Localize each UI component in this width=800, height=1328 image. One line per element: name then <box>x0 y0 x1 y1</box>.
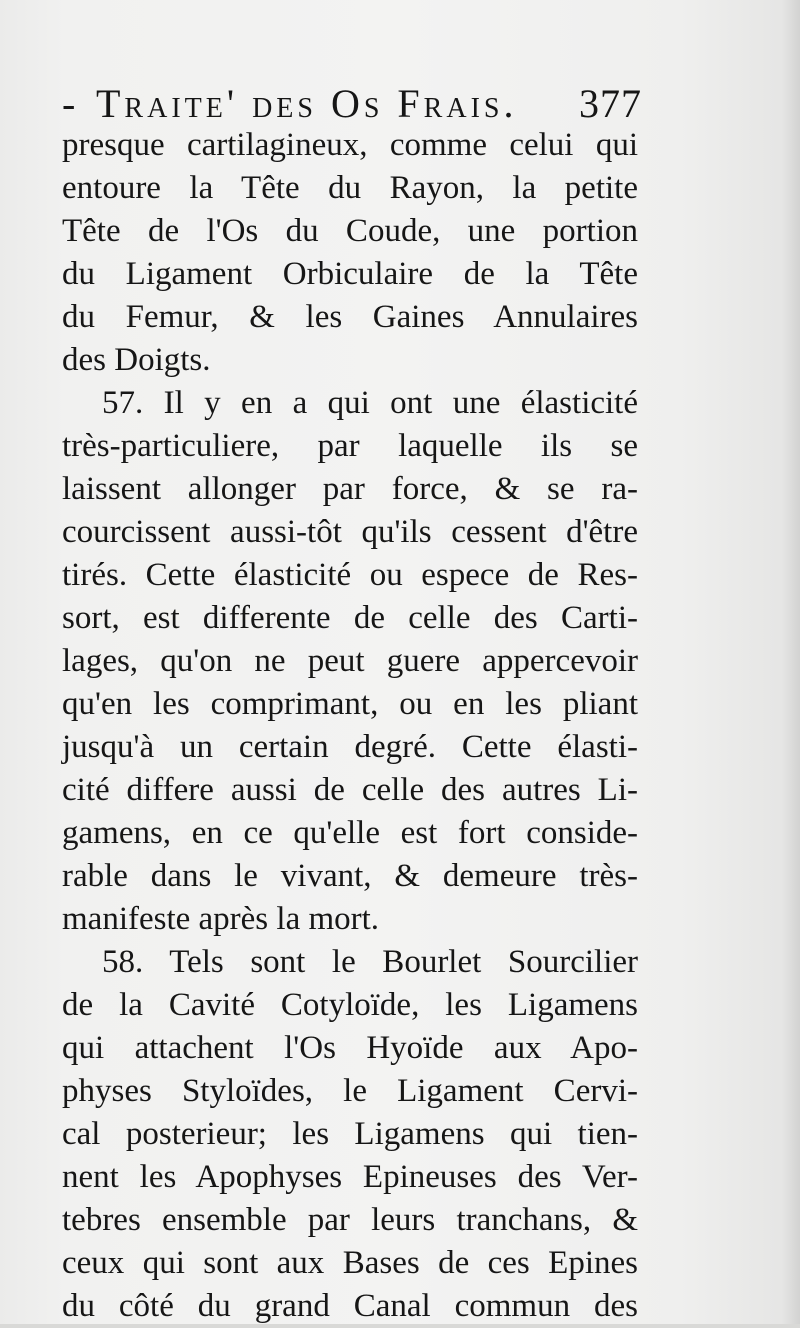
text-line: du Ligament Orbiculaire de la Tête <box>62 256 638 292</box>
page-edge-shadow <box>782 0 800 1324</box>
text-line: ceux qui sont aux Bases de ces Epines <box>62 1245 638 1281</box>
text-line: cal posterieur; les Ligamens qui tien- <box>62 1116 638 1152</box>
text-line: de la Cavité Cotyloïde, les Ligamens <box>62 987 638 1023</box>
text-line: des Doigts. <box>62 342 211 378</box>
text-line: laissent allonger par force, & se ra- <box>62 471 638 507</box>
text-line: Tête de l'Os du Coude, une portion <box>62 213 638 249</box>
text-line: sort, est differente de celle des Carti- <box>62 600 638 636</box>
text-line: du Femur, & les Gaines Annulaires <box>62 299 638 335</box>
text-line: presque cartilagineux, comme celui qui <box>62 127 638 163</box>
text-line: entoure la Tête du Rayon, la petite <box>62 170 638 206</box>
body-text <box>62 124 638 1328</box>
text-line: courcissent aussi-tôt qu'ils cessent d'être <box>62 514 638 550</box>
running-head-title: Traite' des Os Frais. <box>96 81 518 126</box>
text-line: lages, qu'on ne peut guere appercevoir <box>62 643 638 679</box>
text-line: physes Styloïdes, le Ligament Cervi- <box>62 1073 638 1109</box>
page-number: 377 <box>579 81 642 126</box>
text-line: nent les Apophyses Epineuses des Ver- <box>62 1159 638 1195</box>
text-line: très-particuliere, par laquelle ils se <box>62 428 638 464</box>
running-head-dash: - <box>62 81 80 126</box>
running-head <box>62 80 642 130</box>
text-line: tirés. Cette élasticité ou espece de Res- <box>62 557 638 593</box>
text-line: cité differe aussi de celle des autres Li- <box>62 772 638 808</box>
text-line: rable dans le vivant, & demeure très- <box>62 858 638 894</box>
text-line: jusqu'à un certain degré. Cette élasti- <box>62 729 638 765</box>
text-line: qu'en les comprimant, ou en les pliant <box>62 686 638 722</box>
text-line: manifeste après la mort. <box>62 901 380 937</box>
text-line: 57. Il y en a qui ont une élasticité <box>102 385 638 421</box>
text-line: gamens, en ce qu'elle est fort conside- <box>62 815 638 851</box>
text-line: 58. Tels sont le Bourlet Sourcilier <box>102 944 638 980</box>
text-line: qui attachent l'Os Hyoïde aux Apo- <box>62 1030 638 1066</box>
text-line: du côté du grand Canal commun des <box>62 1288 638 1324</box>
text-line: tebres ensemble par leurs tranchans, & <box>62 1202 638 1238</box>
